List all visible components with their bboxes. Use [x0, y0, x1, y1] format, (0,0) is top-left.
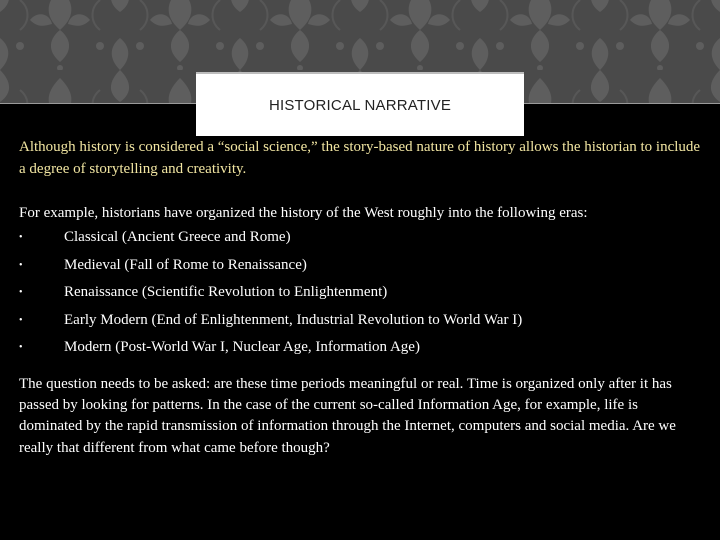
era-label: Modern (Post-World War I, Nuclear Age, Information Age) [64, 339, 420, 355]
example-lead-paragraph: For example, historians have organized the history of the West roughly into the following eras: [19, 205, 588, 221]
era-label: Medieval (Fall of Rome to Renaissance) [64, 256, 307, 273]
slide-title: HISTORICAL NARRATIVE [268, 96, 452, 114]
list-item [19, 279, 703, 307]
intro-paragraph: Although history is considered a “social science,” the story-based nature of history allows the historian to include a degree of storytelling and creativity. [19, 139, 701, 177]
slide-body [19, 136, 703, 459]
title-box [196, 72, 524, 136]
closing-paragraph: The question needs to be asked: are these time periods meaningful or real. Time is organized only after it has passed by looking for patterns. In the case of the current so-called Information Age, for example, life is dominated by the rapid transmission of information through the Internet, computers and social media. Are we really that different from what came before though? [19, 375, 676, 456]
bullet-icon: • [19, 314, 23, 326]
bullet-icon: • [19, 342, 23, 353]
list-item [19, 307, 703, 335]
list-item [19, 252, 703, 280]
era-list [19, 224, 703, 362]
era-label: Classical (Ancient Greece and Rome) [64, 229, 291, 245]
bullet-icon: • [19, 232, 23, 243]
bullet-icon: • [19, 287, 23, 298]
list-item [19, 224, 703, 252]
era-label: Renaissance (Scientific Revolution to Enlightenment) [64, 284, 388, 300]
list-item [19, 334, 703, 362]
bullet-icon: • [19, 259, 23, 271]
era-label: Early Modern (End of Enlightenment, Industrial Revolution to World War I) [64, 311, 523, 328]
